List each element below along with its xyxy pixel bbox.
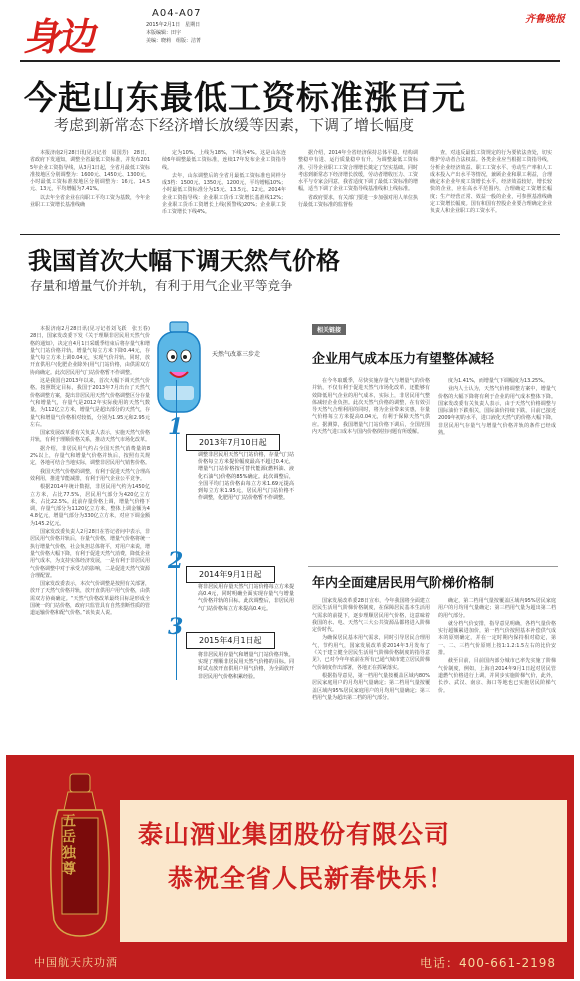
related-col2-p1: 度为1.41%，而增量气下调幅度为13.25%。	[448, 378, 548, 384]
article1-col1-p1: 本报济南2月28日讯(见习记者 周国芳) 28日，省政府下发通知，调整全省最低工资标准，并发布2015年企业工资指导线，从3月1日起，全省月最低工资标准按地区分别调整为：1600元、1450元、1300元，小时最低工资标准按地区分别调整为：16元、14.5元、13元，平均增幅为7.41%。	[30, 150, 150, 193]
article2-col1-p5: 我国天然气价格的调整，有利于促进天然气合理高效利用，推进节能减排，有利于用气企业公平竞争。	[30, 468, 151, 482]
article1-col4	[430, 150, 552, 228]
masthead: 身边	[21, 14, 100, 59]
gas-tank-mascot-icon	[150, 320, 208, 418]
article2-headline: 我国首次大幅下调天然气价格	[28, 247, 340, 275]
article2-col1-p1: 本报济南2月28日讯(见习记者刘飞跃 张玉春) 28日，国家发改委下发《关于理顺非居民用天然气价格的通知》，决定自4月1日采暖季结束后将存量气和增量气门站价格并轨。增量气每立方米下降0.44元，存量气每立方米上调0.04元，实现气价并轨。同时，放开直供用户(化肥企业除外)用气门站价格，由供需双方协商确定。此次居民用气门站价格暂不作调整。	[30, 326, 156, 376]
yearend-headline: 年内全面建居民用气阶梯价格制	[312, 576, 495, 591]
ad-greeting: 恭祝全省人民新春快乐！	[168, 864, 455, 893]
related-rule	[308, 566, 558, 567]
related-col2	[438, 378, 556, 562]
editors-line2: 美编：晓莉 组版：洁菁	[146, 38, 202, 44]
article1-col1	[30, 150, 150, 228]
article1-col2	[162, 150, 286, 228]
sidebar-title: 天然气改革三步走	[212, 351, 261, 358]
article1-col3-p1: 据介绍，2014年全省经济保持总体平稳、结构调整稳中有进、运行质量稳中有升，为调整最低工资标准、引导企业职工工资合理增长奠定了坚实基础。同时考虑到新常态下经济增长放缓，劳动者增收压力、工资水平与专家会同意，我省适度下调了最低工资标准的增幅，适当下调了企业工资指导线基准线和上线标准。	[298, 150, 419, 193]
bottle-label: 五岳独尊	[60, 813, 76, 877]
step-text-2: 将非居民用存量天然气门站价格每立方米提高0.4元，同时明确全面实现存量气与增量气价格并轨的目标。此次调整后，非居民用气门站价格每立方米提高0.4元。	[198, 584, 294, 612]
step-date-3: 2015年4月1日起	[186, 632, 275, 649]
related-headline: 企业用气成本压力有望整体减轻	[312, 352, 495, 367]
article2-col1-p8: 国家发改委表示，本次气价调整是按照有关部署，放开了天然气价格并轨，放开直供用户用气价格，由供需双方协商确定。“天然气价格改革最终目标是形成全国统一的门站价格，政府只监管具有自然垄断性质的管道运输价格和配气价格。”该负责人说。	[30, 581, 151, 617]
step-date-2: 2014年9月1日起	[186, 566, 275, 583]
yearend-col1-p1: 国家发展改革委28日宣布，今年我国将全面建立居民生活用气阶梯价格制度，在保障居民基本生活用气需求的前提下，逐步理顺居民用气价格，这意味着我国的水、电、天然气三大公共资源品都将进入阶梯定价时代。	[312, 598, 430, 634]
article1-col3	[298, 150, 418, 228]
header-rule	[20, 60, 560, 62]
related-col1	[312, 378, 430, 562]
article1-col2-p2: 去年，山东调整后的全省月最低工资标准也同样分成3档：1500元、1350元、1200元，平均增幅10%；小时最低工资标准分为15元、13.5元、12元。2014年企业工资指导线：企业职工货币工资增长基准线12%；企业职工货币工资增长上线(预警线)20%；企业职工货币工资增长下线4%。	[162, 172, 286, 216]
article2-subhead: 存量和增量气价并轨，有利于用气企业平等竞争	[30, 278, 293, 293]
related-col1-p1: 在今冬取暖季，尽快实施存量气与增量气的价格并轨，不仅有利于促进天然气市场化改革，还能够有效降低用气企业的用气成本，实际上，非居民用气整体减轻企业负担。此次天然气价格的调整，在有效引导天然气合理利用的同时，将为企业带来实惠，存量气价格每立方米提高0.04元，有利于保障天然气供应。据测算，我国增量气门站价格下调后，全国范围内天然气进口成本与国内价格倒挂问题有所缓解。	[312, 378, 430, 436]
article1-col1-p2: 以去年全省企业在岗职工平均工资为基数，今年企业职工工资增长基准线确	[30, 194, 151, 209]
article1-headline: 今起山东最低工资标准涨百元	[24, 78, 466, 117]
step-number-1: 1	[168, 414, 184, 440]
yearend-col1	[312, 598, 430, 744]
article1-subhead: 考虑到新常态下经济增长放缓等因素，下调了增长幅度	[54, 116, 415, 134]
article2-col1	[30, 326, 156, 744]
liquor-bottle-icon	[40, 770, 120, 940]
article1-col4-p1: 查，对违反最低工资规定的行为要依法查处，切实维护劳动者合法权益。各类企业应当根据工资指导线，分析企业经济效益、职工工资水平、劳动生产率和人工成本投入产出水平等情况，兼顾企业和职工利益，合理确定本企业年度工资增长水平。经济效益较好，增长较快的企业，应在高水平范围内，合理确定工资增长幅度；生产经营正常、效益一般的企业，可参照基准线确定工资增长幅度。国有和国有控股企业要合理确定企业负责人和企业职工的工资水平。	[430, 150, 552, 215]
ad-company-name: 泰山酒业集团股份有限公司	[138, 820, 451, 849]
yearend-col2	[438, 598, 556, 744]
article2-col1-p4: 据介绍，非居民用气约占全国天然气消费量的82%以上，存量气和增量气价格并轨后，按照有关规定，各地可结合当地实际，调整非居民用气销售价格。	[30, 445, 151, 467]
page-range: A04-A07	[152, 8, 202, 19]
article2-col1-p2: 这是我国自2013年以来，首次大幅下调天然气价格。按照既定目标，我国于2013年7月出台了天然气价格调整方案，提出非居民用天然气价格调整区分存量气和增量气，存量气是2012年实际使用的天然气数量，为112亿立方米，增量气是超出部分的天然气，存量气和增量气价格相对较低，分别为1.95元和2.95元左右。	[30, 378, 151, 428]
article2-col1-p7: 国家发改委负责人2月28日在答记者问中表示，非居民用气价格并轨后，存量气价格，增量气价格将统一执行增量气价格，社会负担总体将平，对用户来说，增量气价格大幅下降，有利于促进天然气消费，降低企业用气成本，为支持实体经济发展，一是有利于非居民用气价格调整中对于承受力的影响，二是促进天然气资源合理配置。	[30, 529, 151, 579]
article1-col3-p2: 省政府要求，有关部门要进一步加强对用人单位执行最低工资标准的监督检	[298, 194, 419, 209]
yearend-col2-p1: 确定，第二档用气量按覆盖区域内95%居民家庭用户的月均用气量确定；第三档用气量为超出第二档的用气部分。	[438, 598, 556, 619]
date-line: 2015年2月1日 星期日	[146, 22, 201, 28]
step-date-1: 2013年7月10日起	[186, 434, 280, 451]
article2-col1-p6: 根据2014年统计数据，非居民用气约为1450亿立方米，占比77.5%，居民用气部分为420亿立方米，占比22.5%。此前存量价格上调，增量气价格下调，存量气部分为1120亿立方米，整体上调金额为44.8亿元，增量气部分为330亿立方米，对应下调金额为145.2亿元。	[30, 484, 150, 527]
article1-col2-p1: 定为10%，上线为18%，下线为4%。这是山东连续6年调整最低工资标准，连续17年发布企业工资指导线。	[162, 150, 286, 171]
related-tag: 相关链接	[312, 324, 346, 335]
yearend-col2-p3: 截至目前，目前国内部分城市已率先实施了阶梯气价制度，例如，上海自2014年9月1日起对居民管道燃气价格进行上调，并同步实施阶梯气价，此外，长沙、武汉、南京、海口等地也已实施居民阶梯气价。	[438, 658, 556, 694]
step-text-1: 调整非居民用天然气门站价格，存量气门站价格每立方米提价幅度最高不超过0.4元，增量气门站价格按可替代能源(燃料油、液化石油气)价格的85%确定。此次调整后，全国平均门站价格由每立方米1.69元提高到每立方米1.95元，居民用气门站价格不作调整，化肥用气门站价格暂不作调整。	[198, 452, 294, 502]
article2-col1-p3: 国家发展改革委有关负责人表示，实施天然气价格并轨，有利于理顺价格关系，推动天然气市场化改革。	[30, 430, 151, 444]
section-rule	[20, 234, 560, 235]
ad-brand: 中国航天庆功酒	[34, 956, 118, 969]
editors-line1: 本版编辑：田宇	[146, 30, 182, 36]
yearend-col2-p2: 就分档气价安排，指导意见明确，各档气量价格实行超额累进加价，第一档气价按照基本补偿供气成本的原则确定，并在一定时期内保持相对稳定，第一、二、三档气价原则上按1:1.2:1.5左右的比价安排。	[438, 620, 556, 657]
related-col2-p2: 业内人士认为，天然气价格调整方案中，增量气价格的大幅下降将有利于企业的用气成本整体下降。国家发改委有关负责人表示，由于天然气价格调整与国际油价下跌相关，国际油价持续下跌，目前已接近2009年初的水平，进口液化天然气的价格大幅下降，非居民用气存量气与增量气价格并轨的条件已经成熟。	[438, 386, 556, 437]
ad-phone: 电话：400-661-2198	[420, 956, 557, 970]
yearend-col1-p3: 根据指导意见，第一档用气量按覆盖区域内80%居民家庭用户的月均用气量确定；第二档用气量按覆盖区域内95%居民家庭用户的月均用气量确定；第三档用气量为超出第二档的用气部分。	[312, 672, 430, 701]
step-text-3: 将非居民用存量气和增量气门站价格并轨，实现了理顺非居民用天然气价格的目标。同时试点放开直供用户用气价格，为全面放开非居民用气价格积累经验。	[198, 652, 294, 680]
step-number-2: 2	[168, 548, 184, 574]
newspaper-logo: 齐鲁晚报	[525, 14, 565, 25]
step-number-3: 3	[168, 614, 184, 640]
yearend-col1-p2: 为确保居民基本用气需求，同时引导居民合理用气，节约用气，国家发展改革委2014年3月发布了《关于建立健全居民生活用气阶梯价格制度的指导意见》，已对今年年底前在所有已通气城市建立居民阶梯气价制度作出部署，各地正在抓紧落实。	[312, 635, 430, 671]
